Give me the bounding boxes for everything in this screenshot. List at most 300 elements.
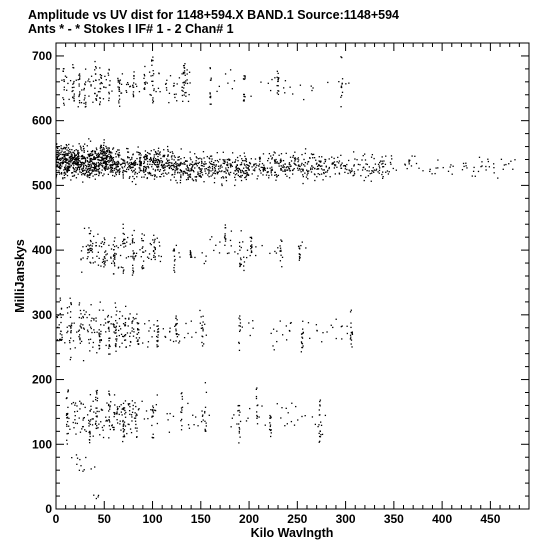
data-point	[123, 175, 124, 176]
data-point	[272, 157, 273, 158]
data-point	[144, 161, 145, 162]
data-point	[120, 164, 121, 165]
data-point	[90, 409, 91, 410]
data-point	[463, 163, 464, 164]
data-point	[124, 239, 125, 240]
data-point	[316, 163, 317, 164]
data-point	[68, 170, 69, 171]
data-point	[103, 425, 104, 426]
data-point	[201, 163, 202, 164]
data-point	[190, 174, 191, 175]
data-point	[71, 149, 72, 150]
data-point	[89, 248, 90, 249]
data-point	[294, 168, 295, 169]
data-point	[475, 176, 476, 177]
data-point	[95, 242, 96, 243]
data-point	[79, 91, 80, 92]
data-point	[180, 174, 181, 175]
data-point	[140, 157, 141, 158]
data-point	[63, 71, 64, 72]
data-point	[57, 152, 58, 153]
data-point	[188, 169, 189, 170]
data-point	[358, 164, 359, 165]
data-point	[318, 173, 319, 174]
data-point	[243, 160, 244, 161]
data-point	[90, 240, 91, 241]
data-point	[200, 168, 201, 169]
data-point	[313, 154, 314, 155]
data-point	[113, 157, 114, 158]
data-point	[141, 256, 142, 257]
data-point	[77, 164, 78, 165]
data-point	[270, 426, 271, 427]
chart-subtitle: Ants * - * Stokes I IF# 1 - 2 Chan# 1	[28, 22, 234, 36]
data-point	[110, 257, 111, 258]
data-point	[131, 167, 132, 168]
data-point	[329, 167, 330, 168]
data-point	[74, 323, 75, 324]
data-point	[103, 87, 104, 88]
data-point	[192, 415, 193, 416]
data-point	[144, 156, 145, 157]
data-point	[64, 87, 65, 88]
data-point	[87, 330, 88, 331]
data-point	[190, 151, 191, 152]
data-point	[133, 317, 134, 318]
data-point	[83, 360, 84, 361]
data-point	[158, 154, 159, 155]
data-point	[320, 436, 321, 437]
data-point	[277, 71, 278, 72]
data-point	[196, 180, 197, 181]
data-point	[89, 410, 90, 411]
data-point	[378, 164, 379, 165]
data-point	[150, 158, 151, 159]
data-point	[141, 170, 142, 171]
data-point	[117, 86, 118, 87]
data-point	[481, 165, 482, 166]
data-point	[240, 175, 241, 176]
data-point	[176, 245, 177, 246]
y-tick-label: 300	[31, 307, 52, 322]
data-point	[195, 163, 196, 164]
data-point	[246, 257, 247, 258]
data-point	[113, 255, 114, 256]
data-point	[90, 339, 91, 340]
data-point	[203, 157, 204, 158]
data-point	[166, 87, 167, 88]
data-point	[289, 87, 290, 88]
data-point	[201, 325, 202, 326]
data-point	[108, 410, 109, 411]
data-point	[336, 338, 337, 339]
data-point	[111, 157, 112, 158]
data-point	[312, 157, 313, 158]
data-point	[257, 404, 258, 405]
data-point	[145, 169, 146, 170]
data-point	[105, 166, 106, 167]
data-point	[340, 97, 341, 98]
data-point	[278, 94, 279, 95]
data-point	[152, 85, 153, 86]
data-point	[181, 412, 182, 413]
data-point	[168, 151, 169, 152]
data-point	[184, 67, 185, 68]
data-point	[277, 161, 278, 162]
data-point	[184, 72, 185, 73]
data-point	[139, 249, 140, 250]
data-point	[165, 337, 166, 338]
data-point	[123, 436, 124, 437]
data-point	[472, 175, 473, 176]
data-point	[70, 317, 71, 318]
data-point	[201, 168, 202, 169]
data-point	[172, 151, 173, 152]
x-axis-label: Kilo Wavlngth	[250, 526, 334, 540]
data-point	[234, 80, 235, 81]
data-point	[218, 168, 219, 169]
data-point	[108, 92, 109, 93]
data-point	[99, 335, 100, 336]
data-point	[308, 322, 309, 323]
data-point	[223, 152, 224, 153]
data-point	[67, 83, 68, 84]
data-point	[180, 163, 181, 164]
data-point	[173, 169, 174, 170]
data-point	[108, 405, 109, 406]
data-point	[192, 161, 193, 162]
data-point	[348, 160, 349, 161]
data-point	[71, 158, 72, 159]
data-point	[109, 425, 110, 426]
data-point	[242, 241, 243, 242]
data-point	[135, 84, 136, 85]
data-point	[208, 171, 209, 172]
data-point	[114, 414, 115, 415]
data-point	[194, 153, 195, 154]
data-point	[274, 172, 275, 173]
data-point	[377, 171, 378, 172]
data-point	[94, 168, 95, 169]
data-point	[172, 153, 173, 154]
data-point	[119, 423, 120, 424]
data-point	[158, 150, 159, 151]
data-point	[382, 156, 383, 157]
data-point	[485, 169, 486, 170]
data-point	[100, 145, 101, 146]
data-point	[67, 443, 68, 444]
data-point	[119, 346, 120, 347]
data-point	[136, 253, 137, 254]
data-point	[137, 341, 138, 342]
data-point	[85, 102, 86, 103]
data-point	[88, 95, 89, 96]
data-point	[295, 157, 296, 158]
data-point	[239, 246, 240, 247]
data-point	[259, 164, 260, 165]
data-point	[154, 160, 155, 161]
data-point	[407, 168, 408, 169]
data-point	[122, 414, 123, 415]
data-point	[104, 148, 105, 149]
data-point	[181, 409, 182, 410]
data-point	[189, 170, 190, 171]
data-point	[311, 90, 312, 91]
data-point	[71, 403, 72, 404]
data-point	[174, 174, 175, 175]
data-point	[170, 75, 171, 76]
data-point	[130, 159, 131, 160]
data-point	[103, 437, 104, 438]
data-point	[303, 176, 304, 177]
data-point	[124, 410, 125, 411]
data-point	[104, 263, 105, 264]
data-point	[283, 160, 284, 161]
data-point	[479, 157, 480, 158]
data-point	[61, 308, 62, 309]
data-point	[270, 418, 271, 419]
data-point	[104, 237, 105, 238]
data-point	[159, 242, 160, 243]
data-point	[116, 411, 117, 412]
chart-title: Amplitude vs UV dist for 1148+594.X BAND.1 Source:1148+594	[28, 8, 400, 22]
data-point	[61, 162, 62, 163]
data-point	[90, 168, 91, 169]
data-point	[109, 406, 110, 407]
data-point	[83, 103, 84, 104]
data-point	[127, 237, 128, 238]
data-point	[79, 95, 80, 96]
data-point	[371, 181, 372, 182]
data-point	[157, 169, 158, 170]
data-point	[239, 266, 240, 267]
data-point	[124, 325, 125, 326]
data-point	[124, 162, 125, 163]
data-point	[250, 96, 251, 97]
data-point	[92, 245, 93, 246]
data-point	[93, 167, 94, 168]
data-point	[95, 153, 96, 154]
data-point	[116, 326, 117, 327]
data-point	[387, 170, 388, 171]
data-point	[365, 159, 366, 160]
data-point	[153, 90, 154, 91]
data-point	[60, 152, 61, 153]
data-point	[115, 351, 116, 352]
data-point	[66, 415, 67, 416]
data-point	[135, 184, 136, 185]
data-point	[175, 329, 176, 330]
data-point	[79, 171, 80, 172]
data-point	[198, 173, 199, 174]
data-point	[80, 465, 81, 466]
data-point	[84, 99, 85, 100]
data-point	[71, 330, 72, 331]
data-point	[116, 419, 117, 420]
data-point	[125, 322, 126, 323]
data-point	[280, 248, 281, 249]
data-point	[165, 172, 166, 173]
data-point	[280, 260, 281, 261]
data-point	[288, 412, 289, 413]
data-point	[112, 164, 113, 165]
data-point	[144, 74, 145, 75]
data-point	[83, 165, 84, 166]
data-point	[319, 433, 320, 434]
data-point	[181, 90, 182, 91]
data-point	[123, 228, 124, 229]
data-point	[74, 175, 75, 176]
data-point	[271, 167, 272, 168]
data-point	[99, 329, 100, 330]
data-point	[118, 267, 119, 268]
data-point	[258, 416, 259, 417]
data-point	[75, 155, 76, 156]
data-point	[275, 159, 276, 160]
data-point	[104, 261, 105, 262]
data-point	[302, 170, 303, 171]
data-point	[144, 157, 145, 158]
data-point	[93, 436, 94, 437]
data-point	[75, 162, 76, 163]
data-point	[206, 335, 207, 336]
data-point	[382, 163, 383, 164]
data-point	[143, 78, 144, 79]
data-point	[174, 97, 175, 98]
data-point	[94, 69, 95, 70]
data-point	[116, 162, 117, 163]
data-point	[235, 159, 236, 160]
data-point	[123, 243, 124, 244]
data-point	[360, 175, 361, 176]
data-point	[108, 391, 109, 392]
data-point	[81, 428, 82, 429]
data-point	[277, 79, 278, 80]
data-point	[225, 240, 226, 241]
data-point	[89, 159, 90, 160]
data-point	[202, 321, 203, 322]
data-point	[201, 421, 202, 422]
data-point	[178, 159, 179, 160]
data-point	[302, 183, 303, 184]
data-point	[201, 171, 202, 172]
data-point	[110, 155, 111, 156]
data-point	[280, 162, 281, 163]
data-point	[98, 155, 99, 156]
data-point	[298, 170, 299, 171]
data-point	[217, 152, 218, 153]
data-point	[160, 261, 161, 262]
data-point	[114, 404, 115, 405]
data-point	[174, 167, 175, 168]
data-point	[157, 394, 158, 395]
data-point	[202, 327, 203, 328]
data-point	[137, 173, 138, 174]
data-point	[204, 411, 205, 412]
data-point	[135, 427, 136, 428]
x-tick-label: 350	[383, 512, 404, 526]
data-point	[98, 495, 99, 496]
data-point	[108, 75, 109, 76]
data-point	[141, 267, 142, 268]
data-point	[286, 339, 287, 340]
data-point	[124, 166, 125, 167]
data-point	[299, 247, 300, 248]
data-point	[297, 168, 298, 169]
data-point	[73, 163, 74, 164]
data-point	[158, 88, 159, 89]
data-point	[157, 423, 158, 424]
data-point	[271, 174, 272, 175]
data-point	[69, 163, 70, 164]
data-point	[201, 328, 202, 329]
data-point	[249, 166, 250, 167]
data-point	[99, 83, 100, 84]
data-point	[133, 78, 134, 79]
data-point	[225, 224, 226, 225]
data-point	[232, 152, 233, 153]
data-point	[122, 315, 123, 316]
data-point	[232, 418, 233, 419]
data-point	[130, 256, 131, 257]
data-point	[167, 161, 168, 162]
data-point	[213, 250, 214, 251]
data-point	[325, 176, 326, 177]
data-point	[119, 311, 120, 312]
data-point	[321, 165, 322, 166]
data-point	[242, 171, 243, 172]
data-point	[383, 176, 384, 177]
data-point	[123, 160, 124, 161]
data-point	[202, 174, 203, 175]
data-point	[191, 337, 192, 338]
data-point	[291, 403, 292, 404]
data-point	[93, 418, 94, 419]
data-point	[112, 424, 113, 425]
data-point	[347, 333, 348, 334]
data-point	[254, 170, 255, 171]
data-point	[79, 459, 80, 460]
data-point	[136, 415, 137, 416]
data-point	[98, 79, 99, 80]
data-point	[85, 168, 86, 169]
data-point	[244, 75, 245, 76]
data-point	[113, 331, 114, 332]
data-point	[197, 425, 198, 426]
data-point	[79, 334, 80, 335]
data-point	[231, 245, 232, 246]
data-point	[256, 398, 257, 399]
data-point	[278, 175, 279, 176]
x-tick-label: 100	[142, 512, 163, 526]
data-point	[143, 260, 144, 261]
data-point	[122, 336, 123, 337]
data-point	[228, 172, 229, 173]
data-point	[164, 165, 165, 166]
data-point	[148, 341, 149, 342]
data-point	[257, 416, 258, 417]
data-point	[95, 74, 96, 75]
data-point	[173, 416, 174, 417]
data-point	[188, 94, 189, 95]
data-point	[326, 171, 327, 172]
data-point	[83, 310, 84, 311]
data-point	[281, 241, 282, 242]
data-point	[327, 82, 328, 83]
data-point	[112, 149, 113, 150]
data-point	[177, 336, 178, 337]
data-point	[338, 162, 339, 163]
